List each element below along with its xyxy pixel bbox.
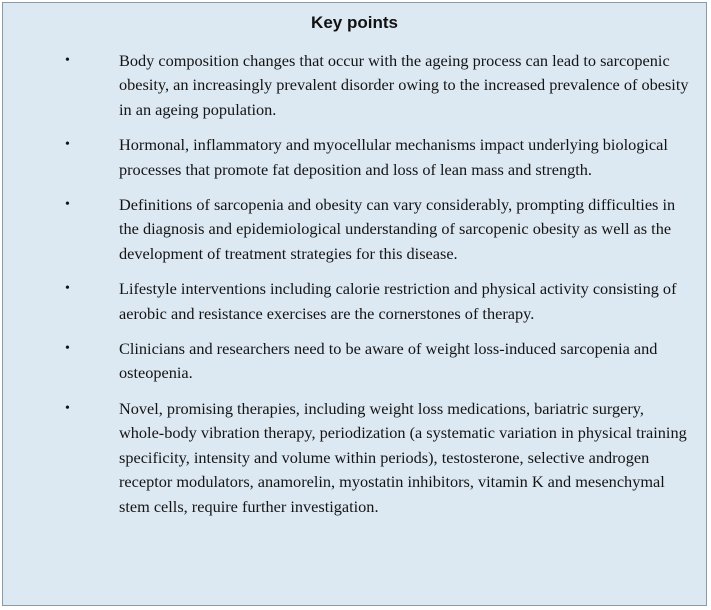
list-item bbox=[3, 193, 706, 266]
bullet-icon: • bbox=[65, 197, 70, 213]
list-item bbox=[3, 277, 706, 326]
key-points-panel bbox=[2, 2, 707, 606]
list-item-text: Novel, promising therapies, including weight loss medications, bariatric surgery, whole-body vibration therapy, periodization (a systematic variation in physical training specificity, intensity and volume within periods), testosterone, selective androgen receptor modulators, anamorelin, myostatin inhibitors, vitamin K and mesenchymal stem cells, require further investigation. bbox=[119, 398, 687, 516]
bullet-icon: • bbox=[65, 137, 70, 153]
list-item-text: Clinicians and researchers need to be aware of weight loss-induced sarcopenia and osteopenia. bbox=[119, 339, 658, 383]
list-item bbox=[3, 337, 706, 386]
key-points-list bbox=[3, 49, 706, 530]
bullet-icon: • bbox=[65, 341, 70, 357]
panel-title: Key points bbox=[311, 13, 398, 32]
bullet-icon: • bbox=[65, 400, 70, 416]
list-item bbox=[3, 133, 706, 182]
list-item-text: Lifestyle interventions including calorie restriction and physical activity consisting of aerobic and resistance exercises are the cornerstones of therapy. bbox=[119, 279, 677, 323]
bullet-icon: • bbox=[65, 281, 70, 297]
list-item-text: Hormonal, inflammatory and myocellular mechanisms impact underlying biological processes that promote fat deposition and loss of lean mass and strength. bbox=[119, 135, 668, 179]
list-item-text: Definitions of sarcopenia and obesity can vary considerably, prompting difficulties in the diagnosis and epidemiological understanding of sarcopenic obesity as well as the development of treatment strategies for this disease. bbox=[119, 195, 676, 263]
list-item-text: Body composition changes that occur with the ageing process can lead to sarcopenic obesity, an increasingly prevalent disorder owing to the increased prevalence of obesity in an ageing population. bbox=[119, 51, 689, 119]
list-item bbox=[3, 397, 706, 519]
list-item bbox=[3, 49, 706, 122]
bullet-icon: • bbox=[65, 53, 70, 68]
